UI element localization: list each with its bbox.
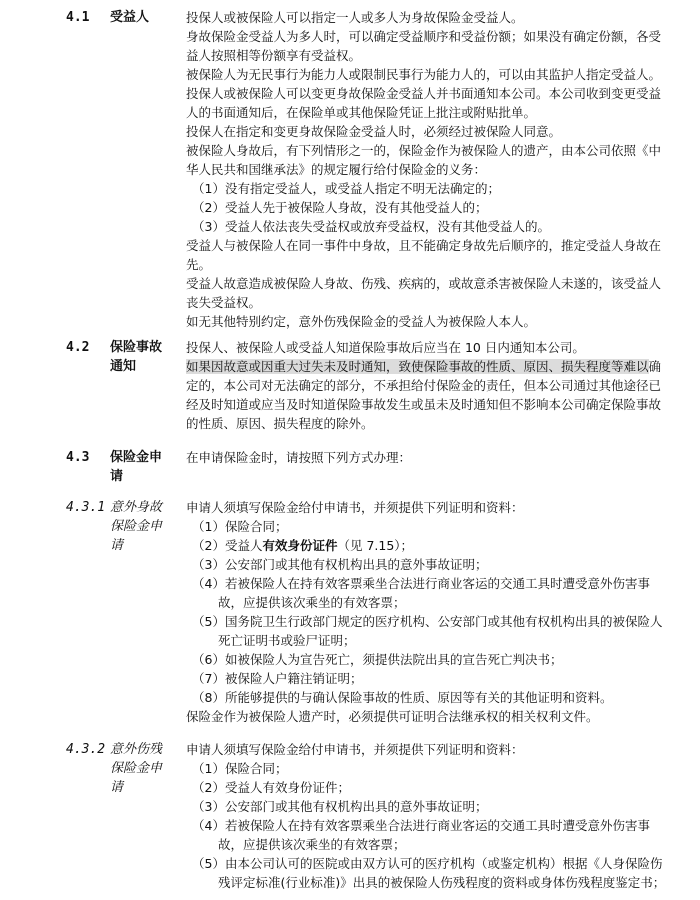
list-item: （1）没有指定受益人，或受益人指定不明无法确定的； [192,181,500,196]
section-title: 意外伤残保险金申请 [110,742,163,795]
bold-term: 有效身份证件 [262,538,338,553]
section-number: 4.1 [66,10,90,25]
list-item: （5）由本公司认可的医院或由双方认可的医疗机构（或鉴定机构）根据《人身保险伤残评定标准(行业标准)》出具的被保险人伤残程度的资料或身体伤残程度鉴定书； [192,856,666,890]
list-item: （7）被保险人户籍注销证明； [192,671,363,686]
list-item: （3）公安部门或其他有权机构出具的意外事故证明； [192,799,488,814]
list-item: （2）受益人先于被保险人身故，没有其他受益人的； [192,200,488,215]
section-body [186,338,670,433]
list-item: （4）若被保险人在持有效客票乘坐合法进行商业客运的交通工具时遭受意外伤害事故，应提供该次乘坐的有效客票； [192,576,650,610]
list-item-text: （2）受益人 [192,538,263,553]
paragraph: 被保险人身故后，有下列情形之一的，保险金作为被保险人的遗产，由本公司依照《中华人民共和国继承法》的规定履行给付保险金的义务： [186,143,662,177]
paragraph: 申请人须填写保险金给付申请书，并须提供下列证明和资料： [186,500,524,515]
paragraph: 投保人或被保险人可以变更身故保险金受益人并书面通知本公司。本公司收到变更受益人的书面通知后，在保险单或其他保险凭证上批注或附贴批单。 [186,86,662,120]
paragraph-text: 确定的，本公司对无法确定的部分，不承担给付保险金的责任，但本公司通过其他途径已经及时知道或应当及时知道保险事故发生或虽未及时通知但不影响本公司确定保险事故的性质、原因、损失程度的除外。 [186,359,662,431]
paragraph: 身故保险金受益人为多人时，可以确定受益顺序和受益份额；如果没有确定份额，各受益人按照相等份额享有受益权。 [186,29,662,63]
section-number: 4.3.2 [66,742,106,757]
section-body [186,740,670,892]
paragraph [186,357,670,433]
section-number: 4.3 [66,450,90,465]
section-title: 受益人 [110,10,150,25]
list-item [186,536,670,555]
paragraph: 被保险人为无民事行为能力人或限制民事行为能力人的，可以由其监护人指定受益人。 [186,67,662,82]
paragraph: 投保人在指定和变更身故保险金受益人时，必须经过被保险人同意。 [186,124,562,139]
section-body [186,8,670,331]
list-item: （1）保险合同； [192,761,288,776]
list-item: （4）若被保险人在持有效客票乘坐合法进行商业客运的交通工具时遭受意外伤害事故，应提供该次乘坐的有效客票； [192,818,650,852]
paragraph: 如无其他特别约定，意外伤残保险金的受益人为被保险人本人。 [186,314,537,329]
section-body [186,498,670,726]
list-item: （5）国务院卫生行政部门规定的医疗机构、公安部门或其他有权机构出具的被保险人死亡证明书或验尸证明； [192,614,663,648]
list-item: （3）受益人依法丧失受益权或放弃受益权，没有其他受益人的。 [192,219,550,234]
section-title: 保险事故通知 [110,340,163,374]
list-item-text: （见 7.15）； [337,538,414,553]
paragraph: 投保人或被保险人可以指定一人或多人为身故保险金受益人。 [186,10,524,25]
list-item: （6）如被保险人为宣告死亡，须提供法院出具的宣告死亡判决书； [192,652,563,667]
paragraph: 投保人、被保险人或受益人知道保险事故后应当在 10 日内通知本公司。 [186,340,585,355]
paragraph: 在申请保险金时，请按照下列方式办理： [186,450,412,465]
section-number: 4.3.1 [66,500,106,515]
list-item: （2）受益人有效身份证件； [192,780,350,795]
highlighted-text: 如果因故意或因重大过失未及时通知，致使保险事故的性质、原因、损失程度等难以 [186,359,649,374]
paragraph: 申请人须填写保险金给付申请书，并须提供下列证明和资料： [186,742,524,757]
section-number: 4.2 [66,340,90,355]
paragraph: 保险金作为被保险人遗产时，必须提供可证明合法继承权的相关权利文件。 [186,709,599,724]
list-item: （8）所能够提供的与确认保险事故的性质、原因等有关的其他证明和资料。 [192,690,613,705]
list-item: （1）保险合同； [192,519,288,534]
section-body [186,448,670,467]
list-item: （3）公安部门或其他有权机构出具的意外事故证明； [192,557,488,572]
paragraph: 受益人与被保险人在同一事件中身故，且不能确定身故先后顺序的，推定受益人身故在先。 [186,238,662,272]
paragraph: 受益人故意造成被保险人身故、伤残、疾病的，或故意杀害被保险人未遂的，该受益人丧失受益权。 [186,276,662,310]
section-title: 保险金申请 [110,450,163,484]
section-title: 意外身故保险金申请 [110,500,163,553]
